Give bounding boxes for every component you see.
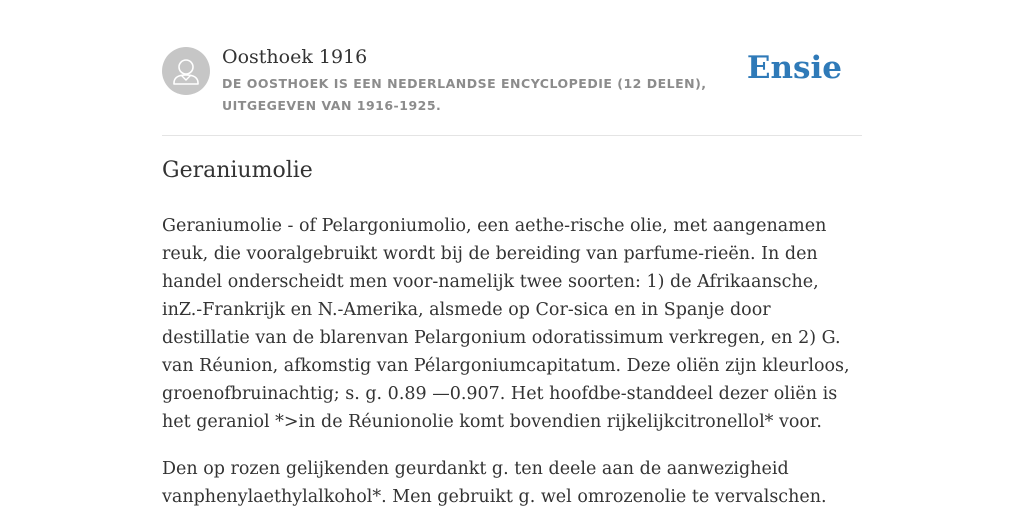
source-description: DE OOSTHOEK IS EEN NEDERLANDSE ENCYCLOPEDIE (12 DELEN), UITGEGEVEN VAN 1916-1925. <box>222 76 707 113</box>
avatar[interactable] <box>162 47 210 95</box>
article-body <box>162 212 862 530</box>
user-icon <box>162 47 210 95</box>
article-paragraph: Den op rozen gelijkenden geurdankt g. ten deele aan de aanwezigheid vanphenylaethylalkohol*. Men gebruikt g. wel omrozenolie te vervalschen. <box>162 459 827 507</box>
source-header <box>162 0 862 136</box>
page-container <box>162 0 862 507</box>
article-title: Geraniumolie <box>162 158 313 183</box>
source-title[interactable]: Oosthoek 1916 <box>222 46 368 68</box>
brand-logo[interactable]: Ensie <box>746 50 842 86</box>
article-paragraph: Geraniumolie - of Pelargoniumolio, een aethe-rische olie, met aangenamen reuk, die vooralgebruikt wordt bij de bereiding van parfume-rieën. In den handel onderscheidt men voor-namelijk twee soorten: 1) de Afrikaansche, inZ.-Frankrijk en N.-Amerika, alsmede op Cor-sica en in Spanje door destillatie van de blarenvan Pelargonium odoratissimum verkregen, en 2) G. van Réunion, afkomstig van Pélargoniumcapitatum. Deze oliën zijn kleurloos, groenofbruinachtig; s. g. 0.89 —0.907. Het hoofdbe-standdeel dezer oliën is het geraniol *>in de Réunionolie komt bovendien rijkelijkcitronellol* voor. <box>162 216 850 432</box>
